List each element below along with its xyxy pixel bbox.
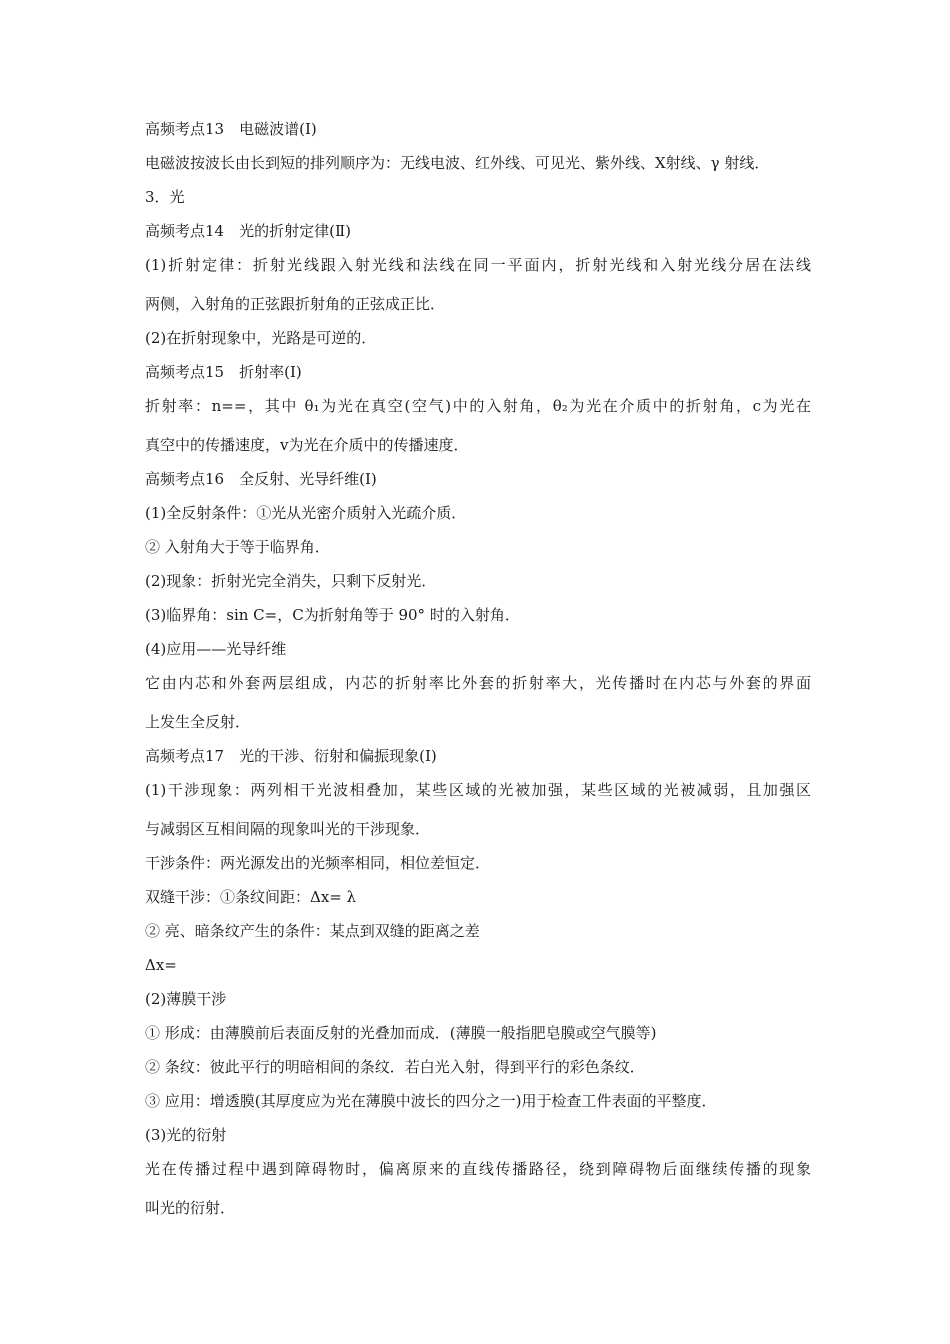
paragraph-line: 双缝干涉：①条纹间距：Δx= λ bbox=[145, 888, 357, 906]
paragraph-line: (1)干涉现象：两列相干光波相叠加，某些区域的光被加强，某些区域的光被减弱，且加强区 bbox=[145, 781, 811, 799]
paragraph-line: 干涉条件：两光源发出的光频率相同，相位差恒定． bbox=[145, 854, 491, 872]
paragraph-line: 折射率：n==，其中 θ₁为光在真空(空气)中的入射角，θ₂为光在介质中的折射角，c为光在 bbox=[145, 397, 811, 415]
paragraph-line: 它由内芯和外套两层组成，内芯的折射率比外套的折射率大，光传播时在内芯与外套的界面 bbox=[145, 674, 811, 692]
paragraph-line: 电磁波按波长由长到短的排列顺序为：无线电波、红外线、可见光、紫外线、X射线、γ 射线． bbox=[145, 154, 770, 172]
paragraph-line: (1)全反射条件：①光从光密介质射入光疏介质． bbox=[145, 504, 467, 522]
paragraph-line: ② 条纹：彼此平行的明暗相间的条纹．若白光入射，得到平行的彩色条纹． bbox=[145, 1058, 645, 1076]
document-page bbox=[145, 118, 811, 1219]
paragraph-line: (2)现象：折射光完全消失，只剩下反射光． bbox=[145, 572, 437, 590]
paragraph-line: (3)光的衍射 bbox=[145, 1126, 227, 1144]
section-heading-17: 高频考点17 光的干涉、衍射和偏振现象(Ⅰ) bbox=[145, 747, 437, 765]
paragraph-line: (3)临界角：sin C=，C为折射角等于 90° 时的入射角． bbox=[145, 606, 520, 624]
paragraph-line: ① 形成：由薄膜前后表面反射的光叠加而成．(薄膜一般指肥皂膜或空气膜等) bbox=[145, 1024, 657, 1042]
paragraph-line: ② 亮、暗条纹产生的条件：某点到双缝的距离之差 bbox=[145, 922, 480, 940]
section-heading-15: 高频考点15 折射率(Ⅰ) bbox=[145, 363, 302, 381]
section-heading-13: 高频考点13 电磁波谱(Ⅰ) bbox=[145, 120, 317, 138]
paragraph-line: 叫光的衍射． bbox=[145, 1199, 236, 1217]
paragraph-line: (2)薄膜干涉 bbox=[145, 990, 227, 1008]
paragraph-line: ③ 应用：增透膜(其厚度应为光在薄膜中波长的四分之一)用于检查工件表面的平整度． bbox=[145, 1092, 717, 1110]
paragraph-line: ② 入射角大于等于临界角． bbox=[145, 538, 330, 556]
paragraph-line: (2)在折射现象中，光路是可逆的． bbox=[145, 329, 377, 347]
paragraph-line: 上发生全反射． bbox=[145, 713, 251, 731]
paragraph-line: (4)应用——光导纤维 bbox=[145, 640, 287, 658]
paragraph-line: (1)折射定律：折射光线跟入射光线和法线在同一平面内，折射光线和入射光线分居在法线 bbox=[145, 256, 811, 274]
paragraph-line: 两侧，入射角的正弦跟折射角的正弦成正比． bbox=[145, 295, 446, 313]
paragraph-line: 真空中的传播速度，v为光在介质中的传播速度． bbox=[145, 436, 469, 454]
paragraph-line: Δx= bbox=[145, 956, 177, 974]
subsection-title-light: 3．光 bbox=[145, 188, 185, 206]
section-heading-16: 高频考点16 全反射、光导纤维(Ⅰ) bbox=[145, 470, 377, 488]
section-heading-14: 高频考点14 光的折射定律(Ⅱ) bbox=[145, 222, 351, 240]
paragraph-line: 与减弱区互相间隔的现象叫光的干涉现象． bbox=[145, 820, 431, 838]
paragraph-line: 光在传播过程中遇到障碍物时，偏离原来的直线传播路径，绕到障碍物后面继续传播的现象 bbox=[145, 1160, 811, 1178]
